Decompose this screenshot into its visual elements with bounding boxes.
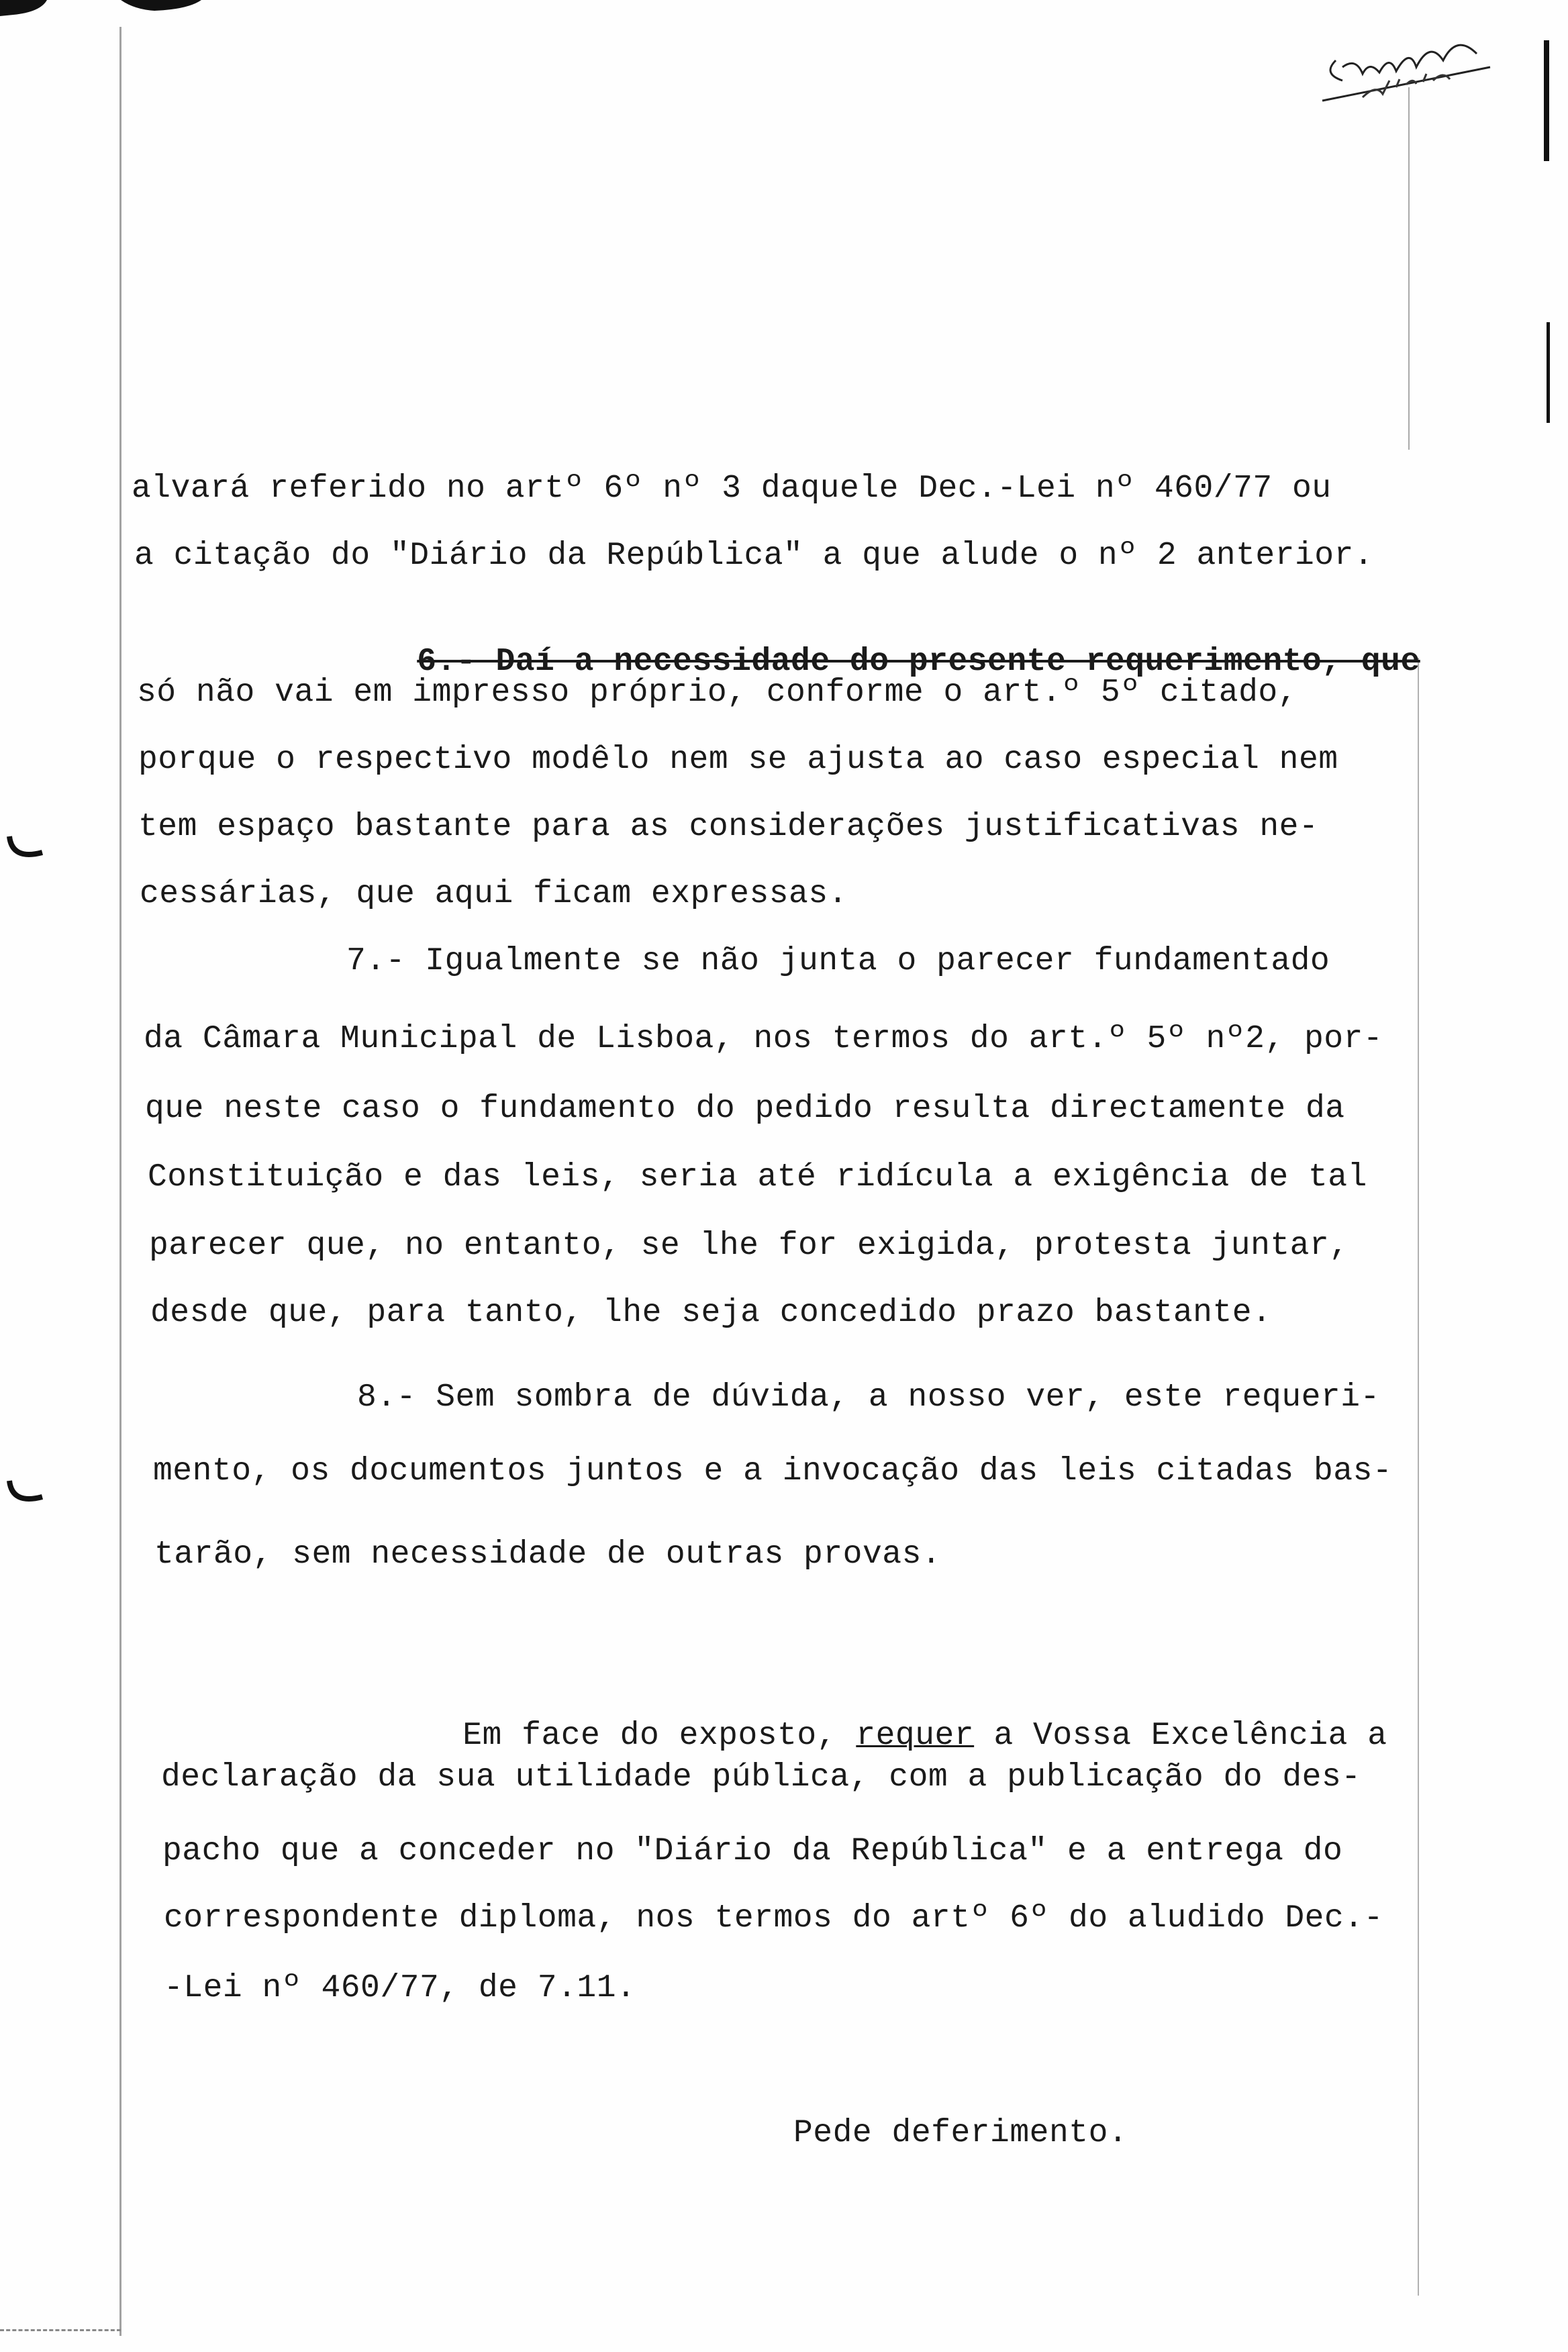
text-line: cessárias, que aqui ficam expressas.	[140, 876, 848, 912]
left-margin-line	[119, 27, 121, 2336]
text-line: tem espaço bastante para as considerações justificativas ne-	[138, 809, 1319, 845]
text-line: a citação do "Diário da República" a que alude o nº 2 anterior.	[134, 538, 1374, 574]
text-line: declaração da sua utilidade pública, com a publicação do des-	[161, 1759, 1361, 1796]
handwritten-signature	[1316, 20, 1517, 114]
text-line: correspondente diploma, nos termos do artº 6º do aludido Dec.-	[164, 1900, 1383, 1937]
right-margin-line	[1408, 87, 1410, 450]
bottom-dash-artifact	[0, 2329, 121, 2331]
underlined-requer: requer	[856, 1718, 975, 1754]
text-line: mento, os documentos juntos e a invocação das leis citadas bas-	[153, 1453, 1393, 1489]
text-line: que neste caso o fundamento do pedido resulta directamente da	[145, 1091, 1345, 1127]
text-line: porque o respectivo modêlo nem se ajusta ao caso especial nem	[138, 742, 1338, 778]
struck-through-text: 6.- Daí a necessidade do presente requerimento, que	[417, 644, 1420, 680]
paragraph-7-first-line: 7.- Igualmente se não junta o parecer fundamentado	[346, 943, 1330, 979]
text-segment: a Vossa Excelência a	[974, 1718, 1387, 1754]
text-line: desde que, para tanto, lhe seja concedido prazo bastante.	[150, 1295, 1272, 1331]
text-line: da Câmara Municipal de Lisboa, nos termos do art.º 5º nº2, por-	[144, 1021, 1383, 1057]
text-segment: Em face do exposto,	[462, 1718, 856, 1754]
edge-mark	[1547, 322, 1550, 423]
closing-pede-deferimento: Pede deferimento.	[793, 2115, 1128, 2151]
text-line: tarão, sem necessidade de outras provas.	[154, 1536, 942, 1573]
text-line: alvará referido no artº 6º nº 3 daquele Dec.-Lei nº 460/77 ou	[132, 471, 1332, 507]
scan-artifact-mark	[0, 0, 201, 27]
text-line: pacho que a conceder no "Diário da República" e a entrega do	[162, 1833, 1343, 1869]
punch-hole-mark	[5, 832, 46, 866]
text-line: Constituição e das leis, seria até ridícula a exigência de tal	[148, 1159, 1367, 1195]
edge-mark	[1544, 40, 1549, 161]
text-line: parecer que, no entanto, se lhe for exigida, protesta juntar,	[149, 1228, 1349, 1264]
paragraph-8-first-line: 8.- Sem sombra de dúvida, a nosso ver, este requeri-	[357, 1379, 1380, 1416]
right-margin-line-lower	[1418, 658, 1419, 2296]
text-line: -Lei nº 460/77, de 7.11.	[164, 1970, 636, 2006]
punch-hole-mark	[5, 1477, 46, 1510]
text-line: só não vai em impresso próprio, conforme o art.º 5º citado,	[137, 675, 1297, 711]
